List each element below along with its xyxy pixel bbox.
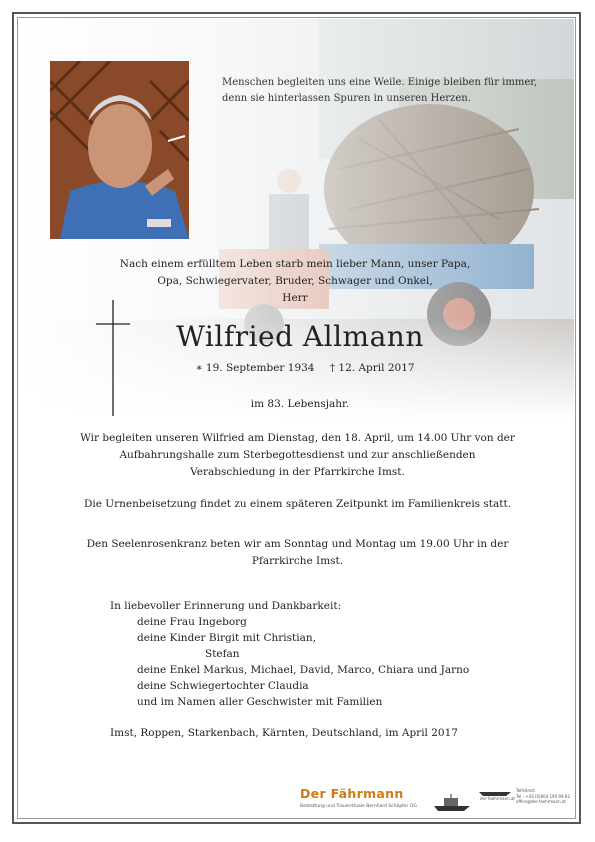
brand-subtitle: Bestattung und Trauerrituale Bernhard Schöpfer OG [300, 804, 417, 809]
death-date: † 12. April 2017 [329, 362, 415, 374]
family-grandchildren: deine Enkel Markus, Michael, David, Marco, Chiara und Jarno [137, 664, 470, 676]
contact-email: office@der-faehrmann.at [516, 799, 566, 804]
farewell-line-1: Wir begleiten unseren Wilfried am Dienstag, den 18. April, um 14.00 Uhr von der [80, 432, 515, 444]
contact-info [516, 788, 570, 805]
birth-date: ∗ 19. September 1934 [195, 362, 315, 374]
cross-icon [96, 300, 130, 416]
quote-line-2: denn sie hinterlassen Spuren in unseren Herzen. [222, 93, 471, 104]
boat-icon [432, 794, 472, 812]
family-children-2: Stefan [205, 648, 240, 660]
small-boat-icon [478, 787, 512, 796]
farewell-line-2: Aufbahrungshalle zum Sterbegottesdienst und zur anschließenden [119, 449, 476, 461]
family-daughter-in-law: deine Schwiegertochter Claudia [137, 680, 309, 692]
intro-line-2: Opa, Schwiegervater, Bruder, Schwager und Onkel, [157, 275, 433, 287]
quote-line-1: Menschen begleiten uns eine Weile. Einige bleiben für immer, [222, 77, 538, 88]
family-heading: In liebevoller Erinnerung und Dankbarkeit: [110, 600, 342, 612]
footer [300, 784, 570, 816]
farewell-line-3: Verabschiedung in der Pfarrkirche Imst. [190, 466, 405, 478]
urn-line: Die Urnenbeisetzung findet zu einem späteren Zeitpunkt im Familienkreis statt. [83, 498, 512, 510]
quote [222, 75, 542, 107]
intro-text [90, 256, 500, 307]
deceased-name: Wilfried Allmann [176, 320, 424, 353]
family-children: deine Kinder Birgit mit Christian, [137, 632, 316, 644]
contact-phone: Tel.: +43 (0)664 195 99 62 [516, 793, 570, 799]
rosary-line-2: Pfarrkirche Imst. [251, 555, 344, 567]
rosary-paragraph [55, 536, 540, 570]
intro-line-1: Nach einem erfülltem Leben starb mein lieber Mann, unser Papa, [119, 258, 471, 270]
places-date: Imst, Roppen, Starkenbach, Kärnten, Deutschland, im April 2017 [110, 727, 458, 739]
family-wife: deine Frau Ingeborg [137, 616, 247, 628]
family-list [110, 598, 530, 710]
small-logo-text: der-faehrmann.at [480, 796, 515, 801]
rosary-line-1: Den Seelenrosenkranz beten wir am Sonntag und Montag um 19.00 Uhr in der [86, 538, 509, 550]
farewell-paragraph [55, 430, 540, 481]
portrait-photo [50, 61, 189, 239]
intro-line-3: Herr [282, 292, 308, 304]
life-dates [150, 362, 460, 374]
age-text: im 83. Lebensjahr. [250, 398, 350, 410]
brand-logo: Der Fährmann [300, 786, 404, 801]
urn-paragraph [55, 496, 540, 513]
family-siblings: und im Namen aller Geschwister mit Familien [137, 696, 383, 708]
contact-location: Telfs/Imst [516, 788, 535, 793]
